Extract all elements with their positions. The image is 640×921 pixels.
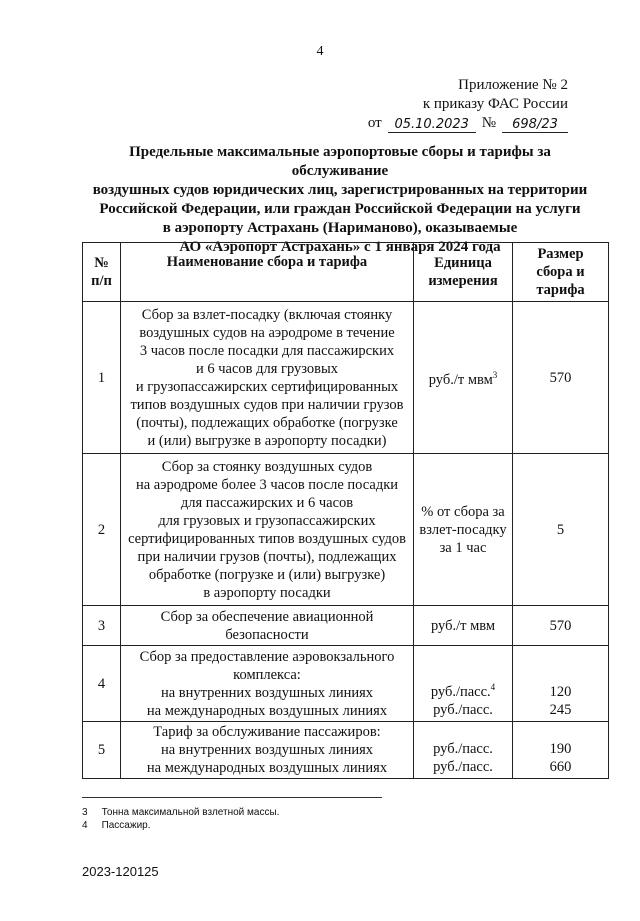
title-line: Предельные максимальные аэропортовые сборы и тарифы за обслуживание [129, 144, 551, 179]
table-row [83, 454, 609, 606]
from-label: от [367, 115, 382, 131]
footnote: 3 Тонна максимальной взлетной массы. [82, 807, 280, 818]
row-name: Сбор за взлет-посадку (включая стоянку воздушных судов на аэродроме в течение 3 часов после посадки для пассажирских и 6 часов для грузовых и грузопассажирских сертифицированных типов воздушных судов при наличии грузов (почты), подлежащих обработке (погрузке и (или) выгрузке в аэропорту посадки) [121, 302, 414, 454]
row-unit: руб./т мвм [414, 606, 513, 646]
row-amount: 570 [513, 606, 609, 646]
footnote: 4 Пассажир. [82, 820, 151, 831]
appendix-block [328, 76, 568, 133]
table-row [83, 646, 609, 722]
number-label: № [481, 115, 496, 131]
header-num: № п/п [83, 243, 121, 302]
handwritten-date: 05.10.2023 [388, 117, 476, 133]
row-name: Сбор за предоставление аэровокзального комплекса: на внутренних воздушных линиях на международных воздушных линиях [121, 646, 414, 722]
table-row [83, 722, 609, 779]
appendix-title: Приложение № 2 [458, 77, 568, 93]
order-date-number [328, 114, 568, 133]
row-name: Сбор за стоянку воздушных судов на аэродроме более 3 часов после посадки для пассажирских и 6 часов для грузовых и грузопассажирских сертифицированных типов воздушных судов при наличии грузов (почты), подлежащих обработке (погрузке и (или) выгрузке) в аэропорту посадки [121, 454, 414, 606]
title-line: в аэропорту Астрахань (Нариманово), оказываемые [162, 220, 518, 236]
row-num: 4 [83, 646, 121, 722]
title-line: воздушных судов юридических лиц, зарегистрированных на территории [92, 182, 588, 198]
row-amount: 5 [513, 454, 609, 606]
header-amount: Размер сбора и тарифа [513, 243, 609, 302]
table-header-row [83, 243, 609, 302]
row-amount: 120 245 [513, 646, 609, 722]
title-line: АО «Аэропорт Астрахань» с 1 января 2024 года [179, 239, 501, 255]
tariff-table [82, 242, 609, 779]
row-unit: % от сбора за взлет-посадку за 1 час [414, 454, 513, 606]
row-num: 1 [83, 302, 121, 454]
row-amount: 190 660 [513, 722, 609, 779]
handwritten-number: 698/23 [502, 117, 568, 133]
row-num: 2 [83, 454, 121, 606]
header-unit: Единица измерения [414, 243, 513, 302]
row-num: 3 [83, 606, 121, 646]
footnotes [82, 797, 382, 832]
page-number: 4 [316, 44, 324, 59]
row-name: Сбор за обеспечение авиационной безопасности [121, 606, 414, 646]
row-unit: руб./т мвм$^3$ [414, 302, 513, 454]
title-line: Российской Федерации, или граждан Российской Федерации на услуги [99, 201, 581, 217]
document-code: 2023-120125 [82, 864, 159, 879]
row-unit: руб./пасс. руб./пасс. [414, 722, 513, 779]
row-unit: руб./пасс.$^4$ руб./пасс. [414, 646, 513, 722]
appendix-order: к приказу ФАС России [422, 96, 568, 112]
header-name: Наименование сбора и тарифа [121, 243, 414, 302]
document-title [80, 143, 600, 257]
row-amount: 570 [513, 302, 609, 454]
row-name: Тариф за обслуживание пассажиров: на внутренних воздушных линиях на международных воздушных линиях [121, 722, 414, 779]
table-row [83, 302, 609, 454]
row-num: 5 [83, 722, 121, 779]
table-row [83, 606, 609, 646]
